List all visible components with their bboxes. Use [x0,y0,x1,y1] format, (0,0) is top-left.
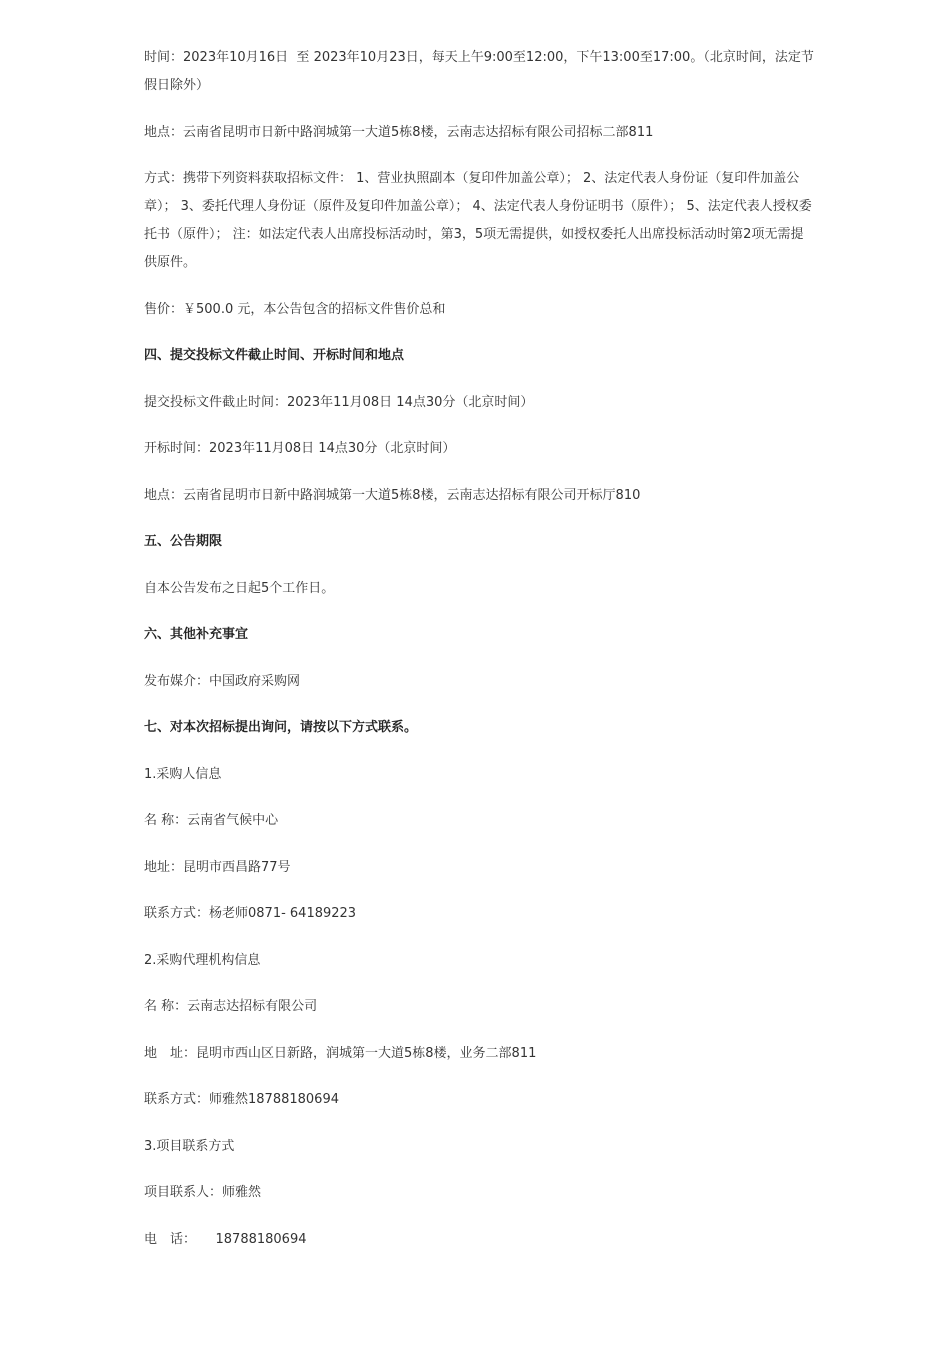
purchaser-info-title: 1.采购人信息 [144,766,222,782]
project-contact-phone: 电 话： 18788180694 [144,1231,307,1247]
section-4-heading: 四、提交投标文件截止时间、开标时间和地点 [144,348,405,363]
announcement-body [144,44,816,1272]
agency-address: 地 址：昆明市西山区日新路，润城第一大道5栋8楼，业务二部811 [144,1045,537,1061]
opening-location: 地点：云南省昆明市日新中路润城第一大道5栋8楼，云南志达招标有限公司开标厅810 [144,487,641,503]
purchaser-contact: 联系方式：杨老师0871- 64189223 [144,906,357,921]
section-5-heading: 五、公告期限 [144,534,223,549]
agency-info-title: 2.采购代理机构信息 [144,952,261,968]
section-7-heading: 七、对本次招标提出询问，请按以下方式联系。 [144,720,418,735]
agency-name: 名 称：云南志达招标有限公司 [144,999,318,1014]
section-6-heading: 六、其他补充事宜 [144,627,249,642]
project-contact-person: 项目联系人：师雅然 [144,1185,262,1200]
agency-contact: 联系方式：师雅然18788180694 [144,1092,339,1107]
purchaser-name: 名 称：云南省气候中心 [144,813,279,828]
publication-media: 发布媒介：中国政府采购网 [144,673,301,689]
document-price: 售价：￥500.0 元，本公告包含的招标文件售价总和 [144,301,446,317]
purchaser-address: 地址：昆明市西昌路77号 [144,859,291,875]
acquisition-time: 时间：2023年10月16日 至 2023年10月23日，每天上午9:00至12:00，下午13:00至17:00。（北京时间，法定节假日除外） [144,50,814,93]
submission-deadline: 提交投标文件截止时间：2023年11月08日 14点30分（北京时间） [144,394,534,410]
acquisition-method: 方式：携带下列资料获取招标文件： 1、营业执照副本（复印件加盖公章）； 2、法定代表人身份证（复印件加盖公章）； 3、委托代理人身份证（原件及复印件加盖公章）； 4、法定代表人身份证明书（原件）； 5、法定代表人授权委托书（原件）； 注：如法定代表人出席投标活动时，第3，5项无需提供，如授权委托人出席投标活动时第2项无需提供原件。 [144,171,812,270]
opening-time: 开标时间：2023年11月08日 14点30分（北京时间） [144,441,456,456]
project-contact-title: 3.项目联系方式 [144,1138,235,1154]
acquisition-location: 地点：云南省昆明市日新中路润城第一大道5栋8楼，云南志达招标有限公司招标二部811 [144,124,654,140]
announcement-period: 自本公告发布之日起5个工作日。 [144,580,335,596]
